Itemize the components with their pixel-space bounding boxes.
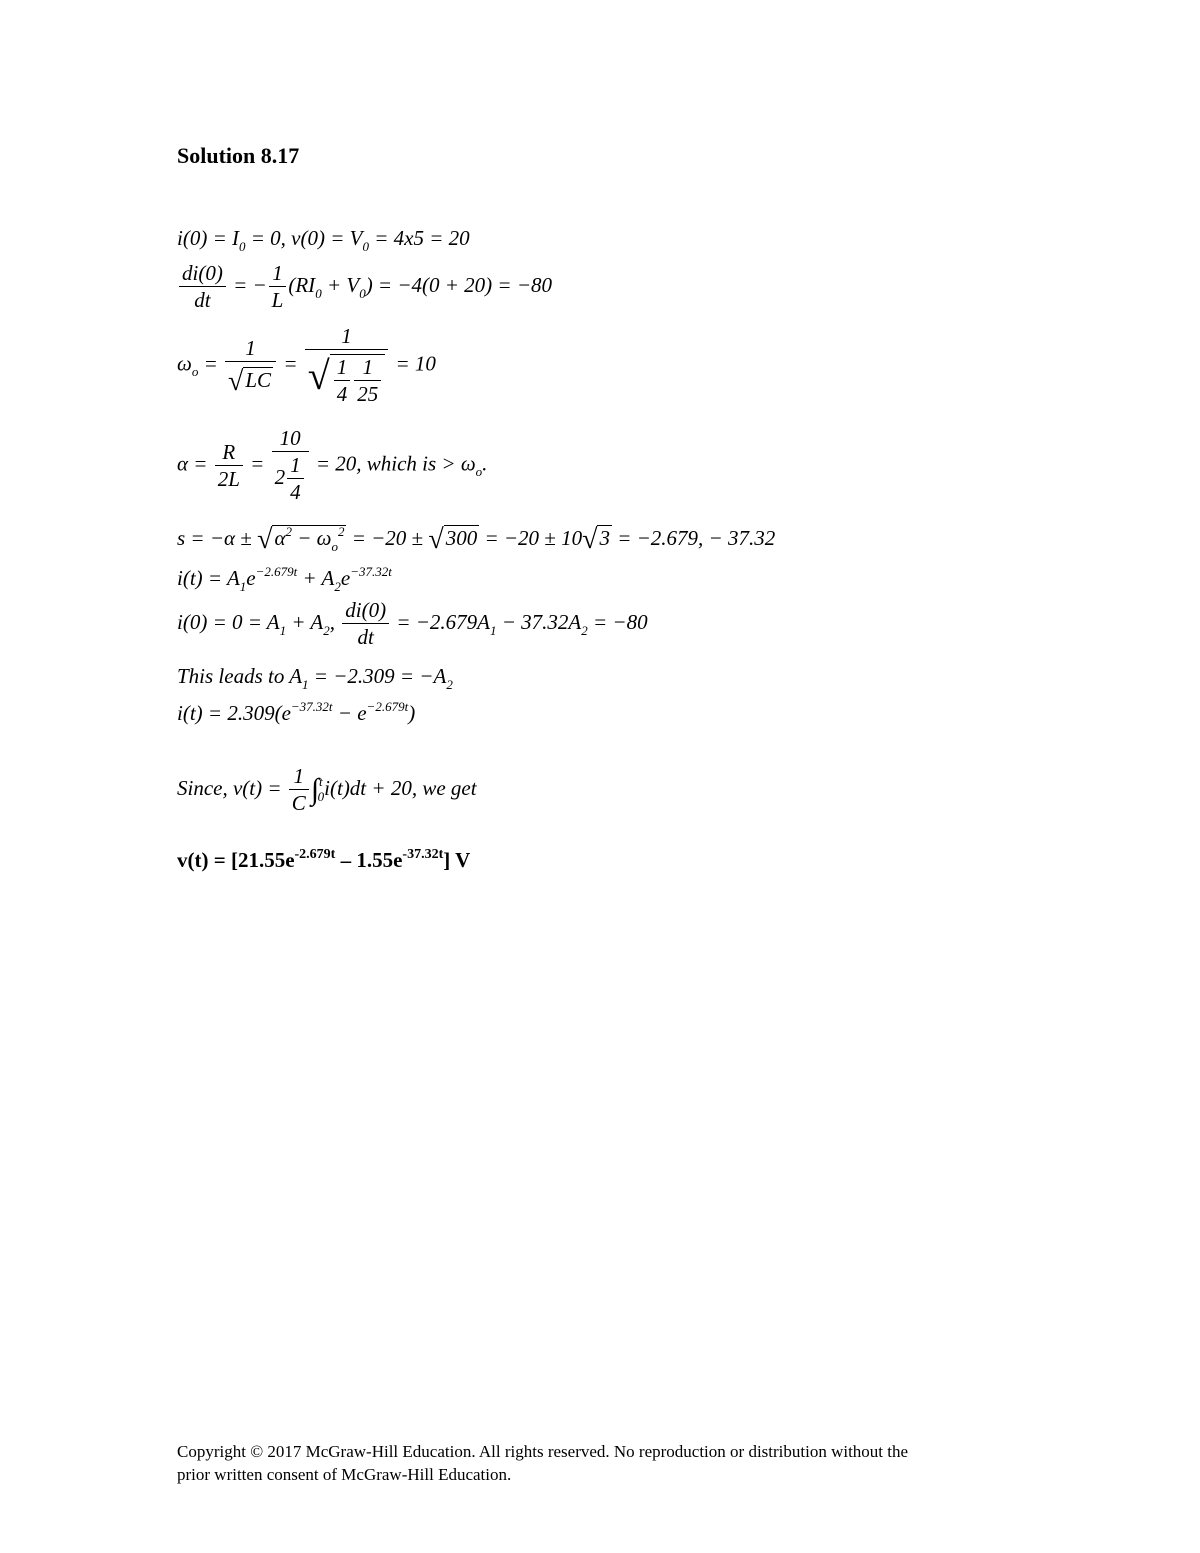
eq-text: = −80 [587, 609, 648, 634]
eq-text: + A [297, 566, 335, 590]
eq-sub: o [331, 539, 338, 554]
frac-num: di(0) [342, 600, 389, 624]
eq-sub: 2 [334, 579, 341, 594]
copyright-footer [177, 1440, 1037, 1486]
eq-text: = −2.679, − 37.32 [611, 526, 776, 550]
eq-text: e [246, 566, 256, 590]
eq-text: . [482, 451, 488, 476]
frac-num: 1 [287, 455, 304, 479]
frac-num: di(0) [179, 263, 226, 287]
frac-num: 1 [225, 338, 276, 362]
eq-text: ω [177, 351, 192, 376]
eq-sub: 1 [490, 622, 497, 638]
fraction [289, 766, 309, 814]
radicand: 3 [599, 526, 610, 550]
eq-sub: 0 [362, 239, 369, 254]
eq-sub: 0 [359, 285, 366, 301]
frac-den: 4 [290, 480, 301, 504]
eq-text: = −20 ± [346, 526, 429, 550]
fraction [269, 263, 287, 311]
eq-text: (RI [288, 272, 316, 297]
frac-num: 1 [269, 263, 287, 287]
frac-num: 1 [354, 357, 381, 381]
frac-den: 4 [336, 382, 348, 407]
equation-omega [177, 326, 436, 405]
eq-sub: 2 [323, 622, 330, 638]
eq-sup: 2 [285, 524, 292, 539]
equation-current-general [177, 564, 392, 594]
radicand: 300 [445, 526, 478, 550]
eq-text: (e [274, 701, 291, 725]
eq-text: i(t) = A [177, 566, 240, 590]
eq-text: − e [332, 701, 367, 725]
fraction [287, 455, 304, 503]
eq-text: ] V [443, 848, 471, 872]
frac-den: 2L [217, 466, 240, 491]
eq-sub: 2 [581, 622, 588, 638]
solution-title: Solution 8.17 [177, 143, 300, 168]
eq-sup: −2.679t [366, 699, 409, 714]
radicand [272, 524, 346, 554]
equation-current-solution [177, 699, 416, 725]
eq-text: – 1.55e [335, 848, 403, 872]
final-answer [177, 848, 470, 873]
equation-initial-conditions [177, 226, 470, 254]
eq-text: s = −α ± [177, 526, 258, 550]
equation-roots [177, 523, 776, 555]
eq-sup: -2.679t [294, 847, 336, 862]
fraction [354, 357, 381, 405]
eq-text: + A [286, 609, 324, 634]
frac-den [225, 362, 276, 398]
eq-text: v(t) = [21.55e [177, 848, 295, 872]
frac-den: L [271, 288, 284, 312]
sqrt-icon: √ [228, 366, 244, 398]
eq-text: i(t) = 2.309 [177, 701, 275, 725]
footer-line: prior written consent of McGraw-Hill Education. [177, 1465, 512, 1484]
equation-constants [177, 664, 453, 692]
eq-text: + V [321, 272, 360, 297]
eq-sub: 1 [302, 677, 309, 692]
equation-boundary [177, 600, 648, 648]
eq-text: i(0) = I [177, 226, 239, 250]
sqrt-icon: √ [428, 524, 444, 555]
frac-den: dt [194, 288, 211, 312]
fraction [334, 357, 351, 405]
eq-text: ) [408, 701, 416, 725]
eq-text: Since, v(t) = [177, 775, 287, 800]
fraction [272, 428, 309, 503]
eq-text: = 10 [390, 351, 436, 376]
eq-sup: -37.32t [402, 847, 444, 862]
frac-num: 10 [272, 428, 309, 452]
eq-text: = [198, 351, 223, 376]
eq-text: − 37.32A [496, 609, 582, 634]
frac-num: 1 [305, 326, 388, 350]
eq-text: , [329, 609, 341, 634]
eq-sup: −37.32t [290, 699, 333, 714]
eq-sup: 2 [337, 524, 345, 539]
eq-text: 2 [274, 464, 286, 489]
equation-alpha [177, 428, 487, 503]
integral-icon: ∫ [310, 772, 320, 806]
eq-text: = 0, v(0) = V [245, 226, 363, 250]
eq-text: ) = −4(0 + 20) = −80 [365, 272, 553, 297]
eq-sub: 2 [446, 677, 453, 692]
equation-derivative [177, 263, 552, 311]
eq-text: α [274, 526, 286, 550]
frac-num: R [215, 442, 243, 466]
radicand [330, 354, 386, 405]
eq-text: = 4x5 = 20 [368, 226, 470, 250]
radicand: LC [245, 368, 272, 393]
frac-num: 1 [289, 766, 309, 790]
sqrt-icon: √ [257, 524, 273, 555]
eq-text: = [244, 451, 270, 476]
eq-sub: 1 [239, 579, 247, 594]
eq-text: = − [227, 272, 267, 297]
eq-text: − ω [291, 526, 332, 550]
eq-text: = −2.309 = −A [308, 664, 447, 688]
frac-num: 1 [334, 357, 351, 381]
fraction [179, 263, 226, 311]
eq-sup: t [319, 773, 323, 789]
frac-den: C [291, 791, 306, 815]
eq-sub: o [191, 364, 199, 380]
fraction [305, 326, 388, 405]
frac-den: dt [357, 625, 374, 649]
equation-voltage-integral [177, 766, 477, 814]
sqrt-icon: √ [582, 524, 598, 555]
frac-den: 25 [357, 382, 379, 407]
eq-sub: 0 [317, 788, 325, 804]
frac-den [305, 350, 388, 405]
eq-sub: 1 [279, 622, 287, 638]
eq-sub: 0 [239, 239, 246, 254]
eq-sub: o [475, 464, 483, 480]
eq-text: i(t)dt + 20, we get [324, 775, 477, 800]
eq-text: = −20 ± 10 [479, 526, 583, 550]
frac-den [272, 452, 309, 503]
eq-text: This leads to A [177, 664, 303, 688]
footer-line: Copyright © 2017 McGraw-Hill Education. All rights reserved. No reproduction or distribution without the [177, 1442, 909, 1461]
eq-text: = [278, 351, 303, 376]
fraction [342, 600, 389, 648]
sqrt-icon: √ [307, 353, 330, 398]
eq-text: α = [177, 451, 213, 476]
eq-sub: 0 [315, 285, 322, 301]
fraction [215, 439, 243, 491]
eq-text: i(0) = 0 = A [177, 609, 280, 634]
eq-text: = −2.679A [391, 609, 490, 634]
eq-sup: −37.32t [350, 564, 392, 579]
eq-text: = 20, which is > ω [310, 451, 476, 476]
fraction [225, 336, 276, 398]
eq-sup: −2.679t [255, 564, 298, 579]
eq-text: e [340, 566, 351, 590]
